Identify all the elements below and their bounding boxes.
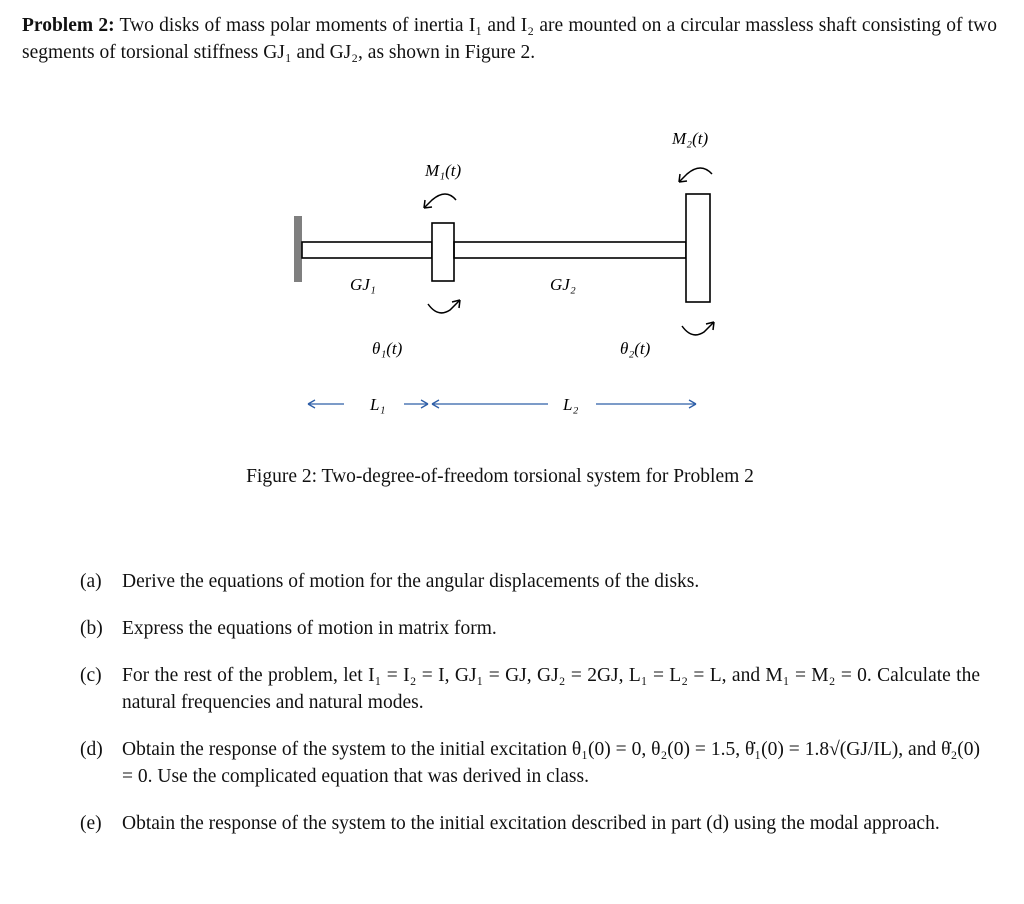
rotation-arrow-1 [428, 300, 460, 313]
part-a [80, 568, 980, 595]
part-e [80, 810, 980, 837]
part-c [80, 662, 980, 716]
part-text: Obtain the response of the system to the initial excitation described in part (d) using the modal approach. [122, 813, 940, 834]
disk-2 [686, 194, 710, 302]
fixed-wall [294, 216, 302, 282]
part-tag: (a) [80, 571, 102, 592]
part-b [80, 615, 980, 642]
shaft-segment-2 [454, 242, 686, 258]
stiffness-label-1: GJ₁ [350, 275, 376, 294]
moment-label-1: M₁(t) [425, 161, 462, 180]
shaft-segment-1 [302, 242, 432, 258]
length-label-2: L₂ [563, 395, 579, 414]
problem-text: Two disks of mass polar moments of inertia I₁ and I₂ are mounted on a circular massless shaft consisting of two segments of torsional stiffness GJ₁ and GJ₂, as shown in Figure 2. [22, 15, 998, 63]
part-text: Express the equations of motion in matrix form. [122, 618, 497, 639]
length-label-1: L₁ [370, 395, 386, 414]
part-tag: (d) [80, 739, 103, 760]
angle-label-1: θ₁(t) [372, 339, 403, 358]
stiffness-label-2: GJ₂ [550, 275, 576, 294]
torsional-system-diagram [280, 118, 740, 418]
part-text: For the rest of the problem, let I₁ = I₂ = I, GJ₁ = GJ, GJ₂ = 2GJ, L₁ = L₂ = L, and M₁ = M₂ = 0. Calculate the natural frequencies and natural modes. [122, 665, 980, 713]
rotation-arrow-2 [682, 322, 714, 335]
problem-statement [22, 12, 997, 66]
moment-label-2: M₂(t) [672, 129, 709, 148]
disk-1 [432, 223, 454, 281]
part-tag: (c) [80, 665, 102, 686]
moment-arrow-1 [424, 194, 456, 208]
part-text: Obtain the response of the system to the initial excitation θ₁(0) = 0, θ₂(0) = 1.5, θ̇₁(0) = 1.8√(GJ/IL), and θ̇₂(0) = 0. Use the complicated equation that was derived in class. [122, 739, 980, 787]
part-d [80, 736, 980, 790]
length-arrows [308, 400, 696, 408]
problem-heading: Problem 2: [22, 15, 115, 36]
moment-arrow-2 [679, 168, 712, 182]
figure-caption: Figure 2: Two-degree-of-freedom torsional system for Problem 2 [246, 466, 754, 487]
angle-label-2: θ₂(t) [620, 339, 651, 358]
part-text: Derive the equations of motion for the angular displacements of the disks. [122, 571, 700, 592]
part-tag: (b) [80, 618, 103, 639]
problem-parts [80, 568, 980, 857]
part-tag: (e) [80, 813, 102, 834]
